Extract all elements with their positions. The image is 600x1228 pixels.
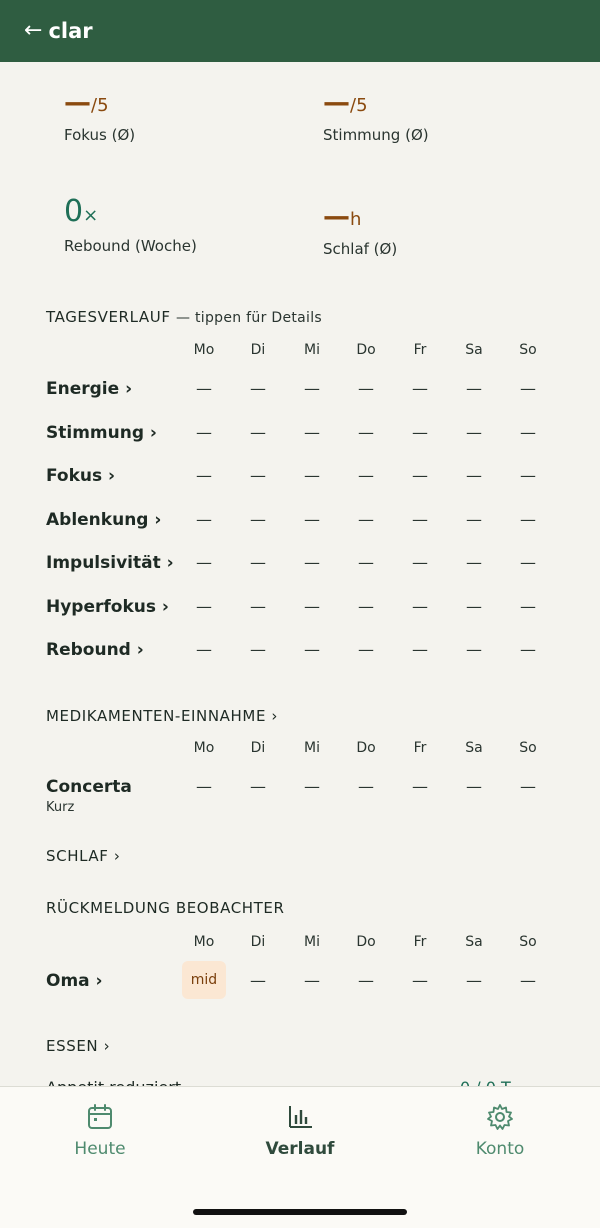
stat-rebound [64, 194, 197, 255]
value-cell[interactable]: — [520, 422, 536, 442]
value-cell[interactable]: — [304, 777, 320, 796]
value-cell[interactable]: — [304, 466, 320, 485]
app-header [0, 0, 600, 62]
value-cell[interactable]: — [358, 379, 374, 398]
value-cell[interactable]: — [520, 553, 536, 572]
stat-value: — [323, 87, 350, 118]
value-badge[interactable]: mid [182, 961, 226, 999]
tab-bar [0, 1086, 600, 1228]
value-cell[interactable]: — [304, 422, 320, 442]
row-label: Hyperfokus › [46, 596, 169, 617]
value-cell[interactable]: — [412, 640, 428, 659]
grid-row[interactable] [0, 506, 600, 536]
day-label: Do [356, 740, 376, 756]
value-cell[interactable]: — [250, 596, 266, 616]
day-label: Mi [304, 342, 320, 358]
value-cell[interactable]: — [412, 553, 428, 572]
value-cell[interactable]: — [466, 422, 482, 442]
value-cell[interactable]: — [304, 971, 320, 990]
day-label: Mo [193, 740, 215, 756]
value-cell[interactable]: — [196, 466, 212, 485]
value-cell[interactable]: — [412, 777, 428, 796]
section-title-medikamente[interactable]: MEDIKAMENTEN-EINNAHME › [46, 707, 279, 725]
value-cell[interactable]: — [466, 466, 482, 485]
value-cell[interactable]: — [520, 596, 536, 616]
day-label: Do [356, 342, 376, 358]
value-cell[interactable]: — [466, 971, 482, 990]
value-cell[interactable]: — [358, 777, 374, 796]
value-cell[interactable]: — [304, 379, 320, 398]
grid-row[interactable] [0, 419, 600, 449]
stat-value: 0 [64, 194, 84, 229]
row-label: Oma › [46, 971, 103, 991]
value-cell[interactable]: — [358, 640, 374, 659]
value-cell[interactable]: — [250, 640, 266, 659]
value-cell[interactable]: — [412, 422, 428, 442]
stat-fokus [64, 89, 135, 144]
value-cell[interactable]: — [520, 466, 536, 485]
value-cell[interactable]: — [250, 553, 266, 572]
tab-heute[interactable] [40, 1103, 160, 1159]
row-label: Stimmung › [46, 422, 157, 443]
value-cell[interactable]: — [358, 596, 374, 616]
stat-unit: /5 [91, 95, 109, 116]
row-sublabel: Kurz [46, 800, 75, 815]
value-cell[interactable]: — [466, 596, 482, 616]
value-cell[interactable]: — [520, 971, 536, 990]
day-label: Do [356, 934, 376, 950]
grid-row[interactable] [0, 462, 600, 492]
row-label: Concerta [46, 777, 132, 797]
row-label: Fokus › [46, 466, 116, 486]
stat-value: — [64, 87, 91, 118]
section-title-text: TAGESVERLAUF [46, 308, 171, 326]
day-label: Di [250, 342, 266, 358]
day-label: Sa [465, 934, 483, 950]
home-indicator [193, 1209, 407, 1215]
value-cell[interactable]: — [358, 553, 374, 572]
arrow-left-icon[interactable]: ← [24, 18, 43, 43]
day-label: Mo [193, 342, 215, 358]
tab-label: Konto [475, 1139, 525, 1159]
day-label: Mi [304, 740, 320, 756]
value-cell[interactable]: — [250, 466, 266, 485]
section-title-essen[interactable]: ESSEN › [46, 1037, 111, 1055]
value-cell[interactable]: — [412, 596, 428, 616]
day-label: So [519, 934, 537, 950]
day-label: Fr [413, 934, 427, 950]
calendar-icon [86, 1103, 114, 1131]
stat-unit: h [350, 209, 362, 230]
day-label: So [519, 740, 537, 756]
day-label: Fr [413, 740, 427, 756]
stat-unit: × [83, 205, 99, 226]
tab-label: Heute [74, 1139, 126, 1159]
section-subtitle: — tippen für Details [175, 310, 323, 326]
value-cell[interactable]: — [466, 509, 482, 529]
value-cell[interactable]: — [358, 971, 374, 990]
bar-chart-icon [286, 1103, 314, 1131]
day-header-row [0, 342, 600, 362]
value-cell[interactable]: — [196, 553, 212, 572]
value-cell[interactable]: — [412, 466, 428, 485]
value-cell[interactable]: — [358, 509, 374, 529]
value-cell[interactable]: — [466, 640, 482, 659]
value-cell[interactable]: — [520, 379, 536, 398]
stat-label: Rebound (Woche) [64, 237, 197, 255]
section-title-tagesverlauf [46, 308, 322, 326]
day-label: Di [250, 934, 266, 950]
grid-row[interactable] [0, 549, 600, 579]
value-cell[interactable]: — [520, 640, 536, 659]
value-cell[interactable]: — [196, 379, 212, 398]
grid-row[interactable] [0, 636, 600, 666]
value-cell[interactable]: — [250, 379, 266, 398]
tab-konto[interactable] [440, 1103, 560, 1159]
value-cell[interactable]: — [196, 596, 212, 616]
value-cell[interactable]: — [304, 596, 320, 616]
day-header-row [0, 934, 600, 954]
value-cell[interactable]: — [250, 971, 266, 990]
day-label: Di [250, 740, 266, 756]
value-cell[interactable]: — [520, 777, 536, 796]
grid-row[interactable] [0, 593, 600, 623]
grid-row[interactable] [0, 375, 600, 405]
day-label: Mi [304, 934, 320, 950]
stat-stimmung [323, 89, 429, 144]
value-cell[interactable]: — [304, 640, 320, 659]
stat-label: Fokus (Ø) [64, 126, 136, 144]
day-header-row [0, 740, 600, 760]
day-label: Fr [413, 342, 427, 358]
tab-verlauf[interactable] [240, 1103, 360, 1159]
value-cell[interactable]: — [304, 553, 320, 572]
stat-label: Schlaf (Ø) [323, 240, 398, 258]
value-cell[interactable]: — [250, 509, 266, 529]
value-cell[interactable]: — [196, 777, 212, 796]
value-cell[interactable]: — [520, 509, 536, 529]
value-cell[interactable]: — [466, 553, 482, 572]
value-cell[interactable]: — [412, 971, 428, 990]
value-cell[interactable]: — [358, 466, 374, 485]
day-label: Sa [465, 740, 483, 756]
scroll-content[interactable] [0, 62, 600, 1086]
day-label: Sa [465, 342, 483, 358]
value-cell[interactable]: — [196, 422, 212, 442]
stat-unit: /5 [350, 95, 368, 116]
stat-label: Stimmung (Ø) [323, 126, 429, 144]
tab-label: Verlauf [265, 1139, 335, 1159]
grid-row[interactable] [0, 967, 600, 997]
value-cell[interactable]: — [412, 509, 428, 529]
section-title-schlaf[interactable]: SCHLAF › [46, 847, 121, 865]
gear-icon [486, 1103, 514, 1131]
day-label: Mo [193, 934, 215, 950]
grid-row[interactable] [0, 773, 600, 815]
row-label: Impulsivität › [46, 553, 174, 573]
stat-schlaf [323, 203, 397, 258]
value-cell[interactable]: — [196, 640, 212, 659]
stat-value: — [323, 201, 350, 232]
row-label: Energie › [46, 379, 133, 399]
value-cell[interactable]: — [250, 422, 266, 442]
row-label: Ablenkung › [46, 509, 162, 530]
value-cell[interactable]: — [466, 777, 482, 796]
value-cell[interactable]: — [358, 422, 374, 442]
value-cell[interactable]: — [304, 509, 320, 529]
value-cell[interactable]: — [466, 379, 482, 398]
row-label: Rebound › [46, 640, 144, 660]
app-title: clar [48, 19, 93, 43]
day-label: So [519, 342, 537, 358]
value-cell[interactable]: — [196, 509, 212, 529]
value-cell[interactable]: — [412, 379, 428, 398]
section-title-beobachter: RÜCKMELDUNG BEOBACHTER [46, 899, 285, 917]
value-cell[interactable]: — [250, 777, 266, 796]
